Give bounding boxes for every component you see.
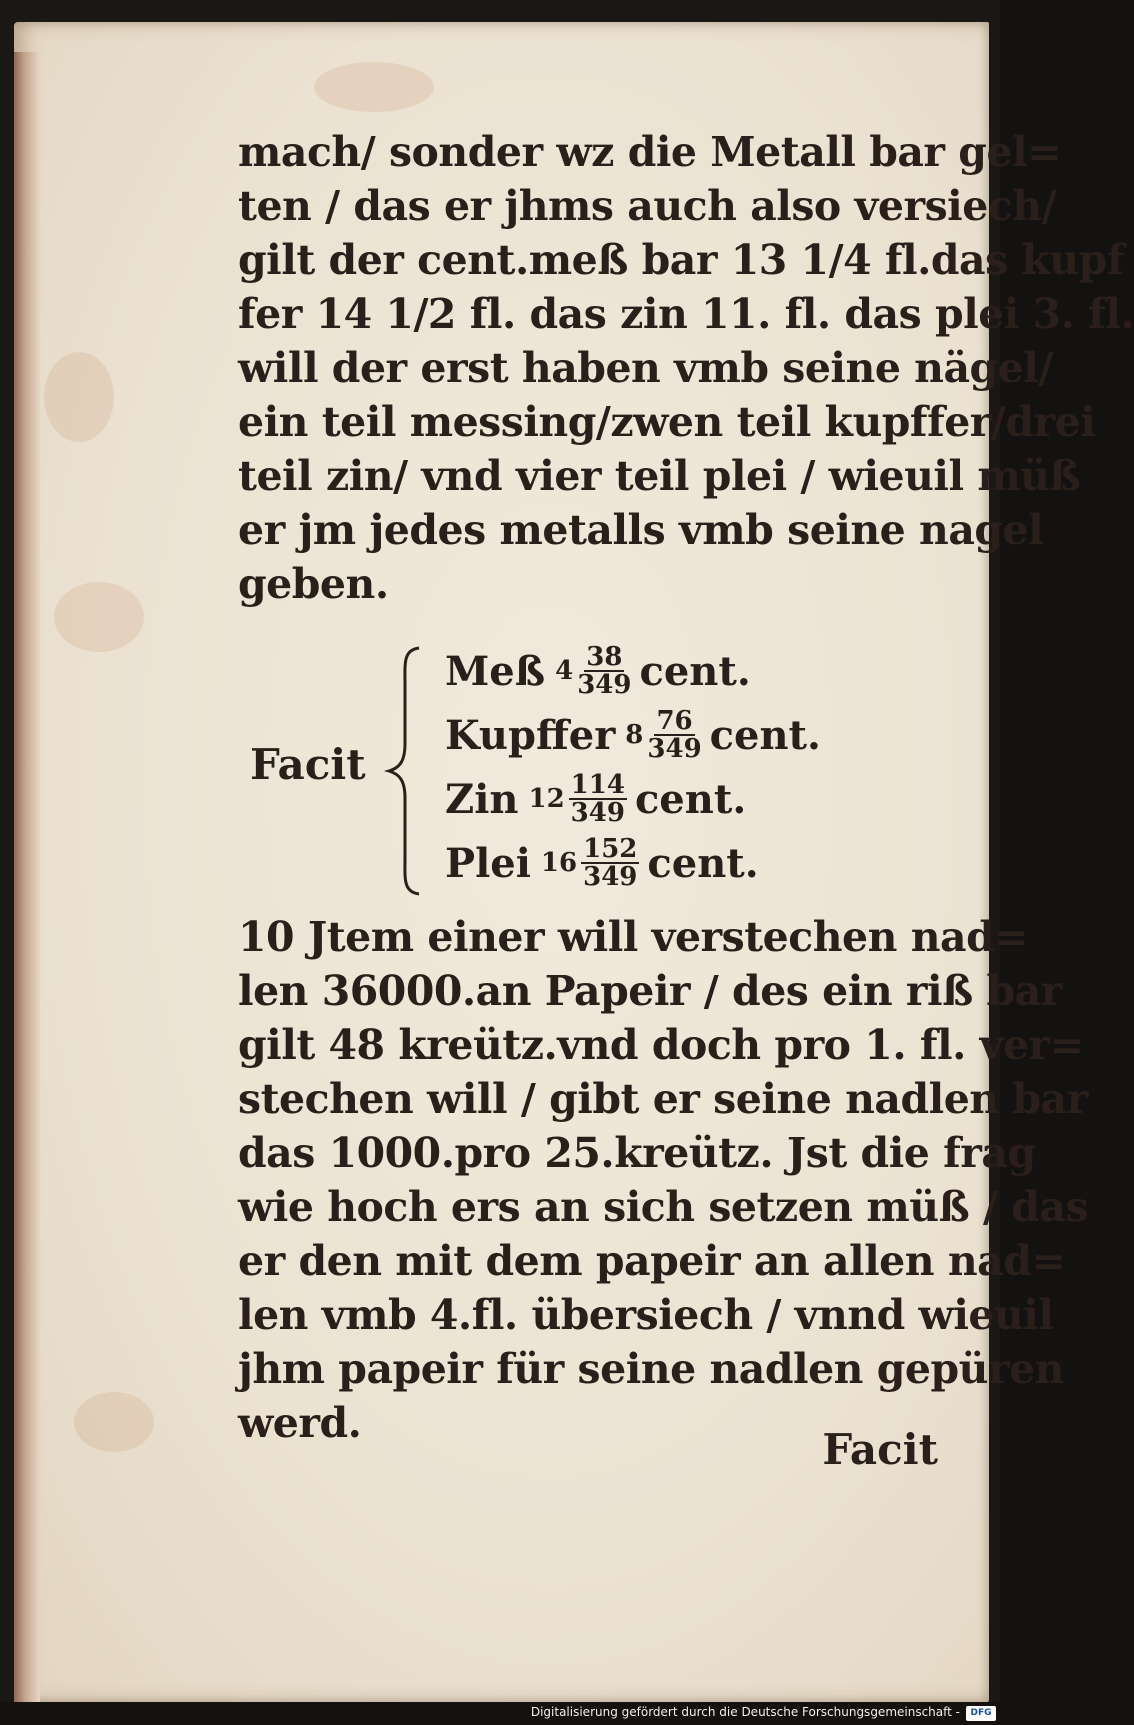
text-block-top <box>238 125 1134 611</box>
text-line: will der erst haben vmb seine nägel/ <box>238 344 1053 392</box>
fraction <box>577 644 631 698</box>
unit: cent. <box>647 839 759 887</box>
fraction-numerator: 152 <box>583 834 638 864</box>
fraction-denominator: 349 <box>583 862 638 892</box>
whole-number: 4 <box>555 656 574 686</box>
fraction-numerator: 114 <box>570 770 625 800</box>
facit-item-kupffer <box>445 704 821 766</box>
text-block-bottom <box>238 910 1089 1450</box>
text-line: len 36000.an Papeir / des ein riß bar <box>238 967 1062 1015</box>
facit-label: Facit <box>250 740 366 789</box>
fraction-numerator: 38 <box>586 642 623 672</box>
metal-name: Meß <box>445 647 546 695</box>
text-line: er jm jedes metalls vmb seine nagel <box>238 506 1044 554</box>
text-line: geben. <box>238 560 389 608</box>
text-line: jhm papeir für seine nadlen gepüren <box>238 1345 1064 1393</box>
text-line: mach/ sonder wz die Metall bar gel= <box>238 128 1061 176</box>
book-spine-edge <box>14 52 40 1702</box>
unit: cent. <box>709 711 821 759</box>
text-line: ten / das er jhms auch also versiech/ <box>238 182 1057 230</box>
dfg-logo: DFG <box>966 1706 996 1721</box>
whole-number: 12 <box>528 784 565 814</box>
funding-credit: Digitalisierung gefördert durch die Deutsche Forschungsgemeinschaft - <box>530 1705 960 1719</box>
footer-bar <box>0 1702 1000 1725</box>
curly-brace-icon <box>385 644 425 898</box>
paper-stain <box>74 1392 154 1452</box>
text-line: stechen will / gibt er seine nadlen bar <box>238 1075 1088 1123</box>
unit: cent. <box>639 647 751 695</box>
paper-stain <box>54 582 144 652</box>
text-line: fer 14 1/2 fl. das zin 11. fl. das plei 3. fl. <box>238 290 1134 338</box>
text-line: 10 Jtem einer will verstechen nad= <box>238 913 1029 961</box>
metal-name: Plei <box>445 839 531 887</box>
text-line: teil zin/ vnd vier teil plei / wieuil müß <box>238 452 1081 500</box>
whole-number: 8 <box>625 720 644 750</box>
text-line: wie hoch ers an sich setzen müß / das <box>238 1183 1089 1231</box>
text-line: gilt 48 kreütz.vnd doch pro 1. fl. ver= <box>238 1021 1084 1069</box>
fraction <box>647 708 701 762</box>
metal-name: Kupffer <box>445 711 616 759</box>
metal-name: Zin <box>445 775 519 823</box>
text-line: er den mit dem papeir an allen nad= <box>238 1237 1066 1285</box>
fraction-denominator: 349 <box>647 734 702 764</box>
text-line: gilt der cent.meß bar 13 1/4 fl.das kupf <box>238 236 1124 284</box>
unit: cent. <box>634 775 747 823</box>
facit-item-plei <box>445 832 759 894</box>
paper-stain <box>314 62 434 112</box>
text-line: das 1000.pro 25.kreütz. Jst die frag <box>238 1129 1036 1177</box>
fraction <box>569 772 627 826</box>
facit-item-zin <box>445 768 746 830</box>
text-line: ein teil messing/zwen teil kupffer/drei <box>238 398 1096 446</box>
fraction-denominator: 349 <box>570 798 625 828</box>
fraction-denominator: 349 <box>577 670 632 700</box>
facit-item-messing <box>445 640 751 702</box>
facit-answer-block <box>250 640 850 902</box>
paper-stain <box>44 352 114 442</box>
fraction-numerator: 76 <box>656 706 693 736</box>
text-line: werd. <box>238 1399 362 1447</box>
whole-number: 16 <box>540 848 578 878</box>
catchword: Facit <box>822 1425 938 1474</box>
text-line: len vmb 4.fl. übersiech / vnnd wieuil <box>238 1291 1054 1339</box>
fraction <box>581 836 639 890</box>
